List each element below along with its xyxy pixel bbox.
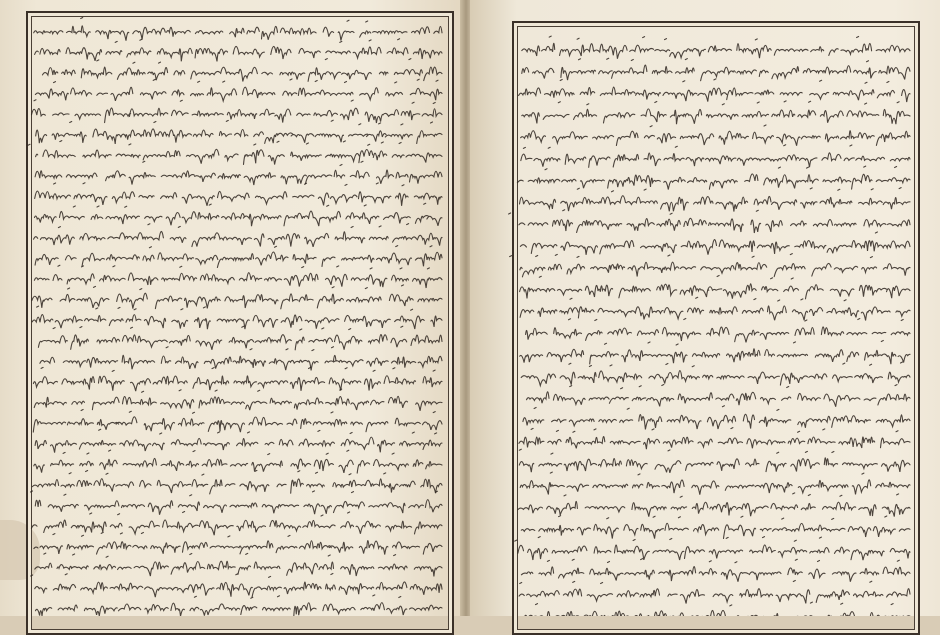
- handwritten-line: [34, 265, 442, 288]
- handwritten-line: [521, 125, 910, 146]
- handwritten-line: [43, 59, 443, 82]
- handwritten-line: [526, 319, 910, 343]
- handwritten-line: [32, 100, 443, 123]
- handwritten-line: [517, 166, 910, 189]
- handwritten-line: [38, 326, 442, 350]
- handwritten-line: [509, 210, 910, 233]
- handwritten-line: [35, 246, 442, 268]
- handwritten-line: [520, 276, 910, 299]
- handwritten-line: [521, 602, 910, 616]
- handwritten-line: [32, 470, 442, 494]
- left-manuscript-page: [0, 0, 462, 616]
- handwritten-line: [519, 428, 910, 450]
- handwritten-line: [522, 101, 910, 124]
- handwritten-line: [28, 141, 442, 165]
- handwritten-line: [35, 39, 442, 62]
- handwritten-line: [36, 595, 443, 616]
- handwritten-line: [520, 341, 910, 365]
- handwritten-line: [522, 36, 910, 59]
- right-page-handwriting: [470, 0, 940, 616]
- handwritten-line: [515, 537, 910, 561]
- handwritten-line: [521, 362, 910, 386]
- handwritten-line: [519, 581, 910, 604]
- handwritten-line: [31, 512, 442, 536]
- handwritten-line: [34, 450, 442, 473]
- handwritten-line: [521, 559, 910, 582]
- handwritten-line: [35, 79, 442, 101]
- handwritten-line: [522, 58, 910, 80]
- handwritten-line: [35, 203, 443, 226]
- handwritten-line: [32, 306, 442, 329]
- handwritten-line: [34, 18, 442, 41]
- handwritten-line: [31, 491, 443, 515]
- handwritten-line: [33, 367, 442, 391]
- handwritten-line: [523, 406, 910, 430]
- handwritten-line: [510, 254, 910, 277]
- left-page-handwriting: [0, 0, 462, 616]
- handwritten-line: [32, 285, 442, 309]
- handwritten-line: [519, 449, 910, 473]
- handwritten-line: [521, 516, 910, 539]
- handwritten-line: [34, 389, 442, 411]
- handwritten-line: [33, 410, 442, 433]
- handwritten-line: [34, 224, 442, 247]
- handwritten-line: [520, 188, 911, 212]
- handwritten-line: [35, 553, 442, 576]
- handwritten-line: [34, 532, 442, 554]
- handwritten-line: [35, 429, 442, 452]
- handwritten-line: [520, 232, 910, 255]
- handwritten-line: [35, 161, 442, 185]
- handwritten-line: [520, 297, 910, 320]
- handwritten-line: [40, 347, 442, 371]
- handwritten-line: [519, 79, 910, 102]
- handwritten-line: [518, 493, 910, 517]
- handwritten-line: [521, 145, 910, 168]
- handwritten-line: [36, 120, 442, 144]
- handwritten-line: [527, 385, 911, 407]
- right-manuscript-page: [470, 0, 940, 616]
- handwritten-line: [35, 183, 442, 206]
- handwritten-line: [520, 472, 910, 495]
- handwritten-line: [31, 574, 442, 598]
